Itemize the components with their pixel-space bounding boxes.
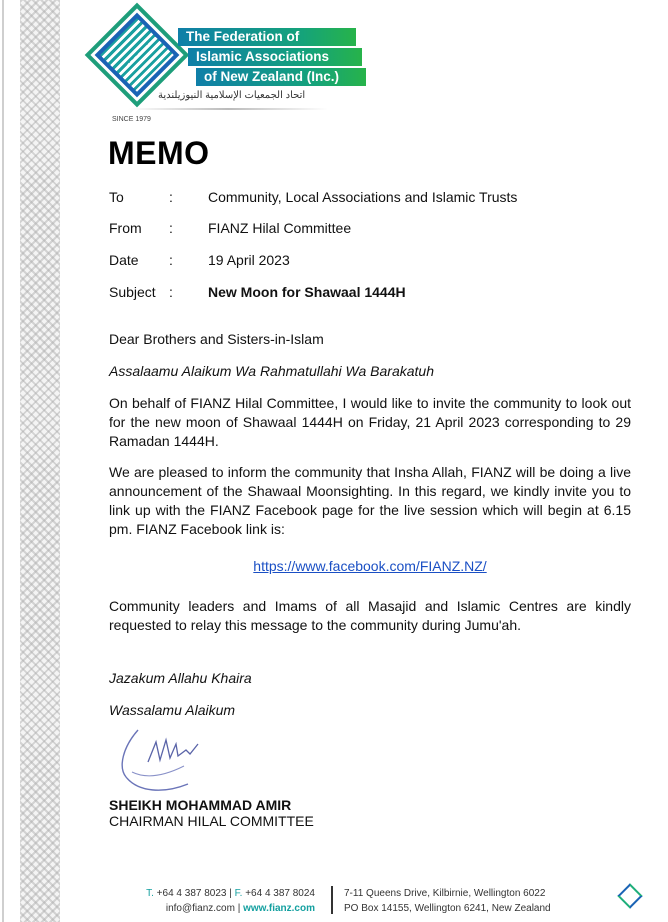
signatory-title: CHAIRMAN HILAL COMMITTEE xyxy=(109,813,314,829)
since-label: SINCE 1979 xyxy=(112,116,151,123)
facebook-link[interactable]: https://www.facebook.com/FIANZ.NZ/ xyxy=(253,558,487,574)
signatory-name: SHEIKH MOHAMMAD AMIR xyxy=(109,797,292,813)
phone-number: +64 4 387 8023 xyxy=(156,888,227,899)
field-value: Community, Local Associations and Islamic Trusts xyxy=(208,189,518,205)
org-name-line2: Islamic Associations xyxy=(188,48,362,66)
footer-address xyxy=(344,886,584,916)
closing-wassalamu: Wassalamu Alaikum xyxy=(109,702,236,718)
facebook-link-line xyxy=(109,558,631,574)
footer-contact xyxy=(100,886,315,916)
phone-prefix: T. xyxy=(146,888,154,899)
field-value: New Moon for Shawaal 1444H xyxy=(208,284,406,300)
page-title: MEMO xyxy=(108,135,210,171)
org-name-arabic: اتحاد الجمعيات الإسلامية النيوزيلندية xyxy=(158,90,306,101)
greeting: Assalaamu Alaikum Wa Rahmatullahi Wa Barakatuh xyxy=(109,363,435,379)
address-line1: 7-11 Queens Drive, Kilbirnie, Wellington 6022 xyxy=(344,888,546,899)
letterhead-logo xyxy=(88,8,358,118)
email-link[interactable]: info@fianz.com xyxy=(165,903,235,914)
field-value: FIANZ Hilal Committee xyxy=(208,220,352,236)
field-value: 19 April 2023 xyxy=(208,252,290,268)
field-colon: : xyxy=(169,252,173,268)
field-label: Subject xyxy=(109,284,156,300)
paragraph-request: Community leaders and Imams of all Masajid and Islamic Centres are kindly requested to relay this message to the community during Jumu'ah. xyxy=(109,598,631,633)
org-name-line1: The Federation of xyxy=(178,28,356,46)
field-colon: : xyxy=(169,220,173,236)
fax-prefix: F. xyxy=(234,888,243,899)
paragraph-invitation: On behalf of FIANZ Hilal Committee, I would like to invite the community to look out for the new moon of Shawaal 1444H on Friday, 21 April 2023 corresponding to 29 Ramadan 1444H. xyxy=(109,395,631,449)
separator: | xyxy=(229,888,232,899)
closing-jazakum: Jazakum Allahu Khaira xyxy=(109,670,252,686)
paragraph-announcement: We are pleased to inform the community that Insha Allah, FIANZ will be doing a live announcement of the Shawaal Moonsighting. In this regard, we kindly invite you to link up with the FIANZ Facebook page for the live session which will begin at 6.15 pm. FIANZ Facebook link is: xyxy=(109,464,631,537)
field-label: From xyxy=(109,220,142,236)
org-name-line3: of New Zealand (Inc.) xyxy=(196,68,366,86)
field-colon: : xyxy=(169,284,173,300)
field-label: To xyxy=(109,189,124,205)
fianz-diamond-mark-icon xyxy=(617,883,642,908)
salutation: Dear Brothers and Sisters-in-Islam xyxy=(109,331,324,347)
field-colon: : xyxy=(169,189,173,205)
address-line2: PO Box 14155, Wellington 6241, New Zealand xyxy=(344,903,551,914)
decorative-pattern-border xyxy=(20,0,60,922)
page-edge-line xyxy=(2,0,4,922)
fax-number: +64 4 387 8024 xyxy=(245,888,315,899)
logo-divider xyxy=(128,108,328,110)
website-link[interactable]: www.fianz.com xyxy=(243,903,315,914)
footer-divider xyxy=(331,886,333,914)
field-label: Date xyxy=(109,252,139,268)
signature-image xyxy=(118,722,228,797)
separator: | xyxy=(237,903,241,914)
